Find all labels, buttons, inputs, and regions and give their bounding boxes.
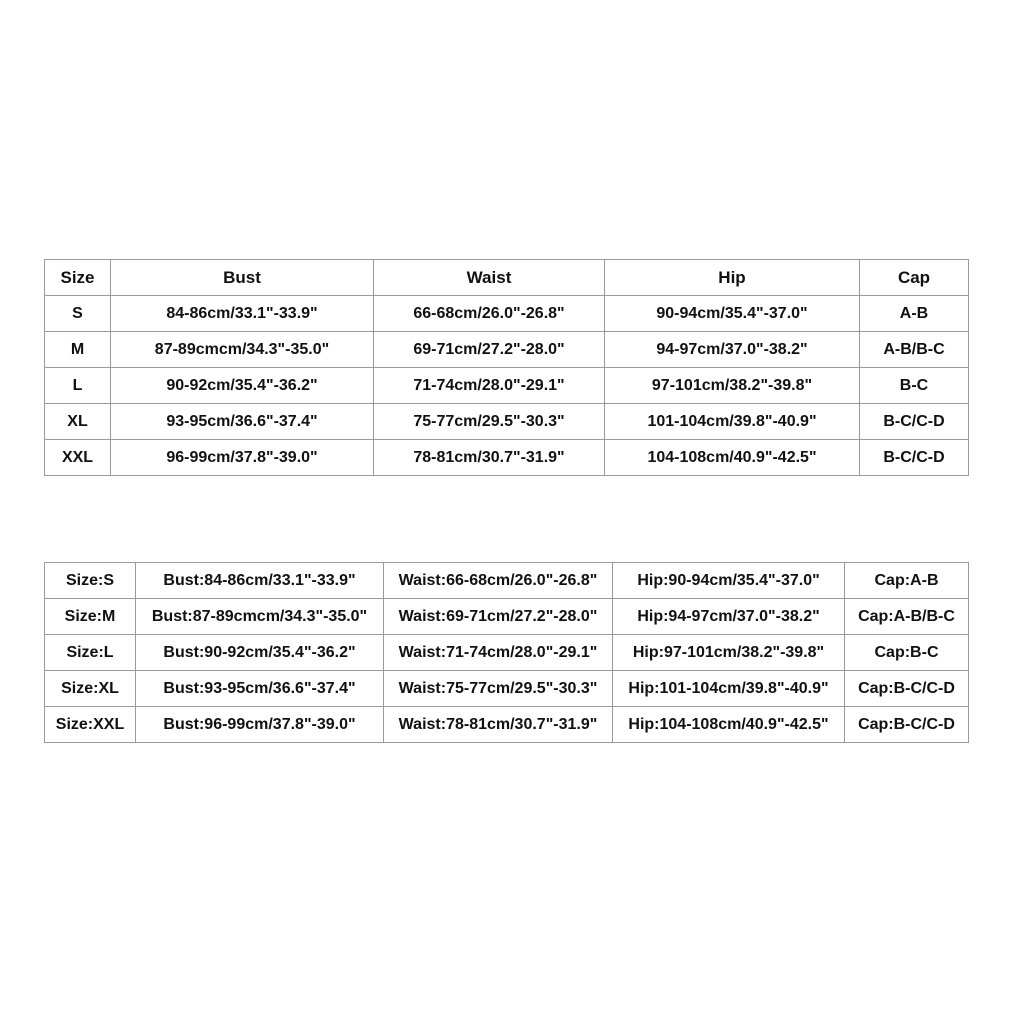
bust-cell: 96-99cm/37.8"-39.0" [111,440,374,476]
hip-cell: Hip:101-104cm/39.8"-40.9" [613,671,845,707]
waist-cell: 78-81cm/30.7"-31.9" [374,440,605,476]
size-cell: Size:XXL [45,707,136,743]
hip-cell: 94-97cm/37.0"-38.2" [605,332,860,368]
table-header-row [45,260,969,296]
bust-cell: Bust:90-92cm/35.4"-36.2" [136,635,384,671]
waist-cell: 66-68cm/26.0"-26.8" [374,296,605,332]
size-cell: L [45,368,111,404]
cap-cell: Cap:B-C/C-D [845,671,969,707]
hip-cell: 101-104cm/39.8"-40.9" [605,404,860,440]
hip-cell: 90-94cm/35.4"-37.0" [605,296,860,332]
size-cell: XL [45,404,111,440]
size-chart-labeled-table [44,562,969,743]
cap-column-header: Cap [860,260,969,296]
cap-cell: B-C [860,368,969,404]
cap-cell: Cap:B-C/C-D [845,707,969,743]
table-row [45,368,969,404]
size-cell: Size:S [45,563,136,599]
cap-cell: B-C/C-D [860,440,969,476]
waist-cell: 71-74cm/28.0"-29.1" [374,368,605,404]
waist-column-header: Waist [374,260,605,296]
cap-cell: Cap:B-C [845,635,969,671]
hip-cell: Hip:90-94cm/35.4"-37.0" [613,563,845,599]
waist-cell: Waist:69-71cm/27.2"-28.0" [384,599,613,635]
table-row [45,404,969,440]
hip-cell: Hip:104-108cm/40.9"-42.5" [613,707,845,743]
waist-cell: 69-71cm/27.2"-28.0" [374,332,605,368]
table-row [45,635,969,671]
size-cell: S [45,296,111,332]
cap-cell: A-B/B-C [860,332,969,368]
bust-cell: Bust:87-89cmcm/34.3"-35.0" [136,599,384,635]
hip-cell: Hip:94-97cm/37.0"-38.2" [613,599,845,635]
bust-cell: 84-86cm/33.1"-33.9" [111,296,374,332]
table-row [45,707,969,743]
waist-cell: 75-77cm/29.5"-30.3" [374,404,605,440]
bust-cell: 87-89cmcm/34.3"-35.0" [111,332,374,368]
cap-cell: Cap:A-B [845,563,969,599]
table-row [45,440,969,476]
bust-column-header: Bust [111,260,374,296]
waist-cell: Waist:75-77cm/29.5"-30.3" [384,671,613,707]
hip-cell: 97-101cm/38.2"-39.8" [605,368,860,404]
cap-cell: B-C/C-D [860,404,969,440]
bust-cell: Bust:84-86cm/33.1"-33.9" [136,563,384,599]
bust-cell: 90-92cm/35.4"-36.2" [111,368,374,404]
hip-cell: 104-108cm/40.9"-42.5" [605,440,860,476]
cap-cell: Cap:A-B/B-C [845,599,969,635]
table-row [45,332,969,368]
hip-column-header: Hip [605,260,860,296]
hip-cell: Hip:97-101cm/38.2"-39.8" [613,635,845,671]
bust-cell: Bust:96-99cm/37.8"-39.0" [136,707,384,743]
size-cell: Size:XL [45,671,136,707]
bust-cell: 93-95cm/36.6"-37.4" [111,404,374,440]
waist-cell: Waist:66-68cm/26.0"-26.8" [384,563,613,599]
size-cell: Size:L [45,635,136,671]
table-row [45,671,969,707]
table-row [45,599,969,635]
cap-cell: A-B [860,296,969,332]
size-cell: XXL [45,440,111,476]
size-cell: M [45,332,111,368]
bust-cell: Bust:93-95cm/36.6"-37.4" [136,671,384,707]
size-column-header: Size [45,260,111,296]
waist-cell: Waist:71-74cm/28.0"-29.1" [384,635,613,671]
waist-cell: Waist:78-81cm/30.7"-31.9" [384,707,613,743]
table-row [45,296,969,332]
table-row [45,563,969,599]
size-cell: Size:M [45,599,136,635]
size-chart-table [44,259,969,476]
